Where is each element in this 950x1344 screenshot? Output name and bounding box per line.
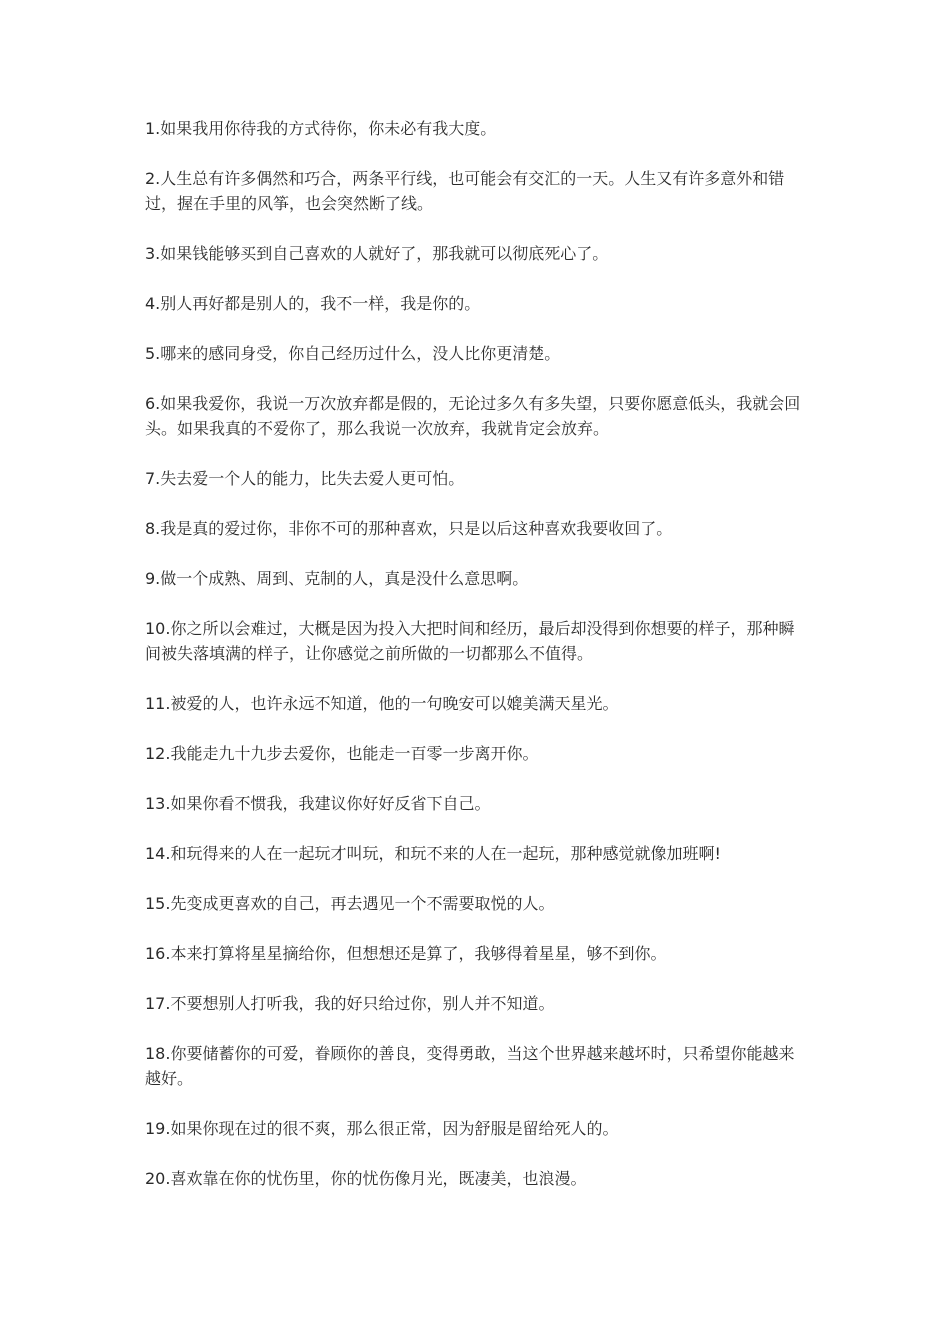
quote-item-17: 17.不要想别人打听我，我的好只给过你，别人并不知道。 xyxy=(145,994,555,1013)
quote-item-19: 19.如果你现在过的很不爽，那么很正常，因为舒服是留给死人的。 xyxy=(145,1119,619,1138)
quote-item-20: 20.喜欢靠在你的忧伤里，你的忧伤像月光，既凄美，也浪漫。 xyxy=(145,1169,587,1188)
quote-item-14: 14.和玩得来的人在一起玩才叫玩，和玩不来的人在一起玩，那种感觉就像加班啊! xyxy=(145,844,721,863)
quote-list xyxy=(145,116,810,1216)
quote-item-2: 2.人生总有许多偶然和巧合，两条平行线，也可能会有交汇的一天。人生又有许多意外和错过，握在手里的风筝，也会突然断了线。 xyxy=(145,169,785,213)
quote-item-6: 6.如果我爱你，我说一万次放弃都是假的，无论过多久有多失望，只要你愿意低头，我就会回头。如果我真的不爱你了，那么我说一次放弃，我就肯定会放弃。 xyxy=(145,394,801,438)
quote-item-9: 9.做一个成熟、周到、克制的人，真是没什么意思啊。 xyxy=(145,569,529,588)
quote-item-1: 1.如果我用你待我的方式待你，你未必有我大度。 xyxy=(145,119,497,138)
quote-item-15: 15.先变成更喜欢的自己，再去遇见一个不需要取悦的人。 xyxy=(145,894,555,913)
quote-item-16: 16.本来打算将星星摘给你，但想想还是算了，我够得着星星，够不到你。 xyxy=(145,944,667,963)
quote-item-13: 13.如果你看不惯我，我建议你好好反省下自己。 xyxy=(145,794,491,813)
quote-item-3: 3.如果钱能够买到自己喜欢的人就好了，那我就可以彻底死心了。 xyxy=(145,244,609,263)
quote-item-18: 18.你要储蓄你的可爱，眷顾你的善良，变得勇敢，当这个世界越来越坏时，只希望你能越来越好。 xyxy=(145,1044,795,1088)
quote-item-8: 8.我是真的爱过你，非你不可的那种喜欢，只是以后这种喜欢我要收回了。 xyxy=(145,519,673,538)
quote-item-4: 4.别人再好都是别人的，我不一样，我是你的。 xyxy=(145,294,481,313)
quote-item-7: 7.失去爱一个人的能力，比失去爱人更可怕。 xyxy=(145,469,465,488)
quote-item-5: 5.哪来的感同身受，你自己经历过什么，没人比你更清楚。 xyxy=(145,344,561,363)
quote-item-11: 11.被爱的人，也许永远不知道，他的一句晚安可以媲美满天星光。 xyxy=(145,694,619,713)
quote-item-10: 10.你之所以会难过，大概是因为投入大把时间和经历，最后却没得到你想要的样子，那种瞬间被失落填满的样子，让你感觉之前所做的一切都那么不值得。 xyxy=(145,619,795,663)
quote-item-12: 12.我能走九十九步去爱你，也能走一百零一步离开你。 xyxy=(145,744,539,763)
